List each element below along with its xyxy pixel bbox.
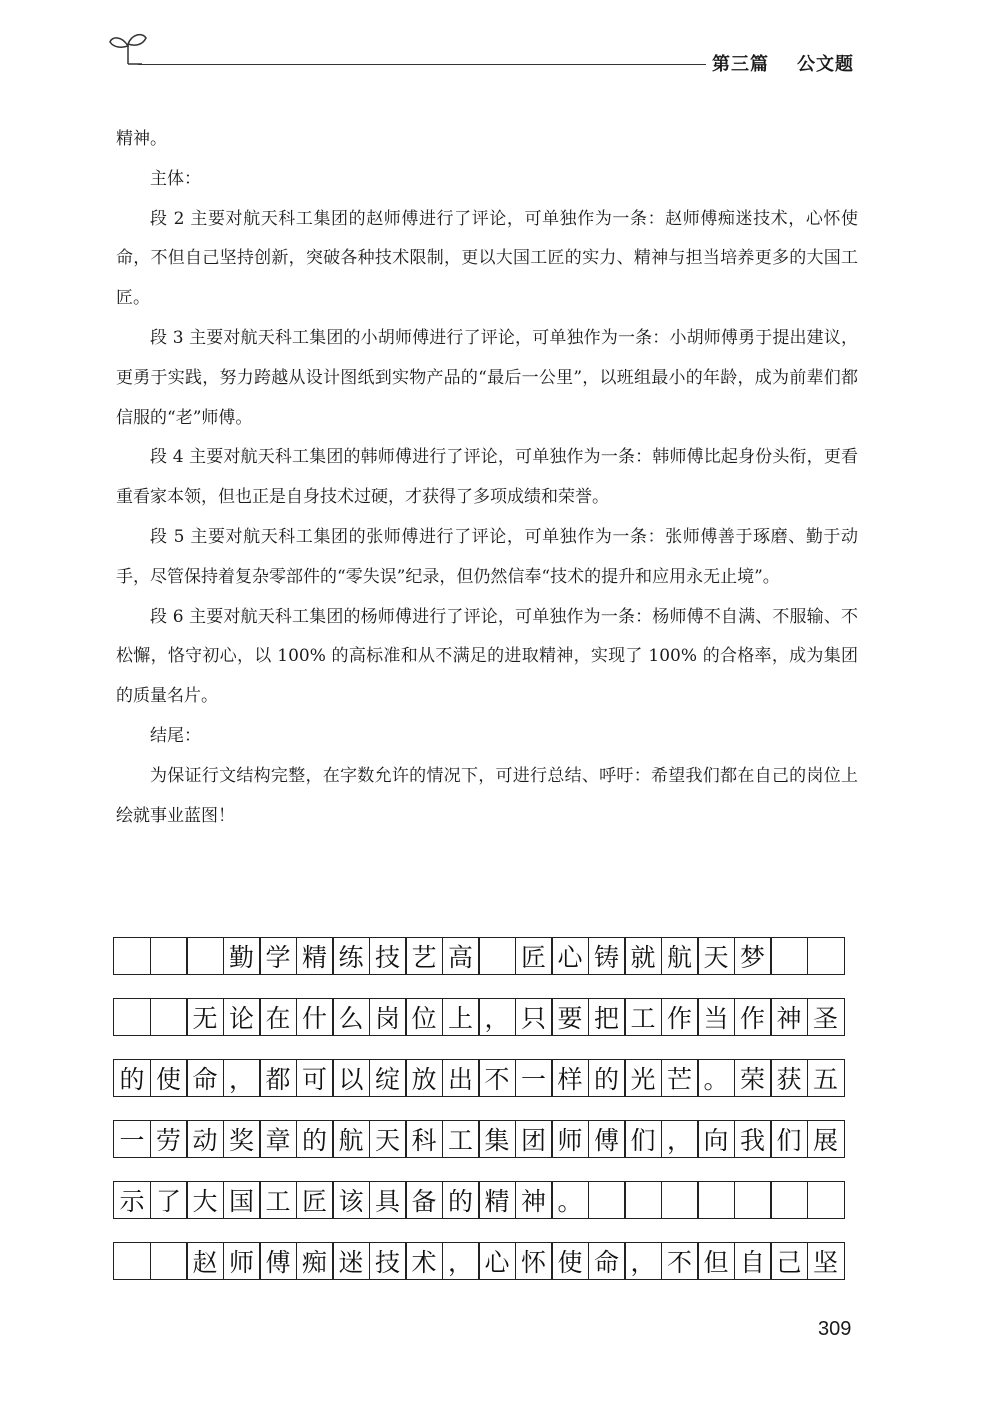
grid-cell: ， [624,1242,662,1280]
grid-cell: ， [442,1242,480,1280]
answer-grid [113,937,845,1303]
grid-cell: 放 [405,1059,443,1097]
grid-cell [807,1181,845,1219]
section-label: 第三篇 [712,54,769,75]
grid-cell: 把 [588,998,626,1036]
grid-cell: 岗 [369,998,407,1036]
grid-cell: 论 [223,998,261,1036]
grid-cell: 铸 [588,937,626,975]
grid-cell: 获 [770,1059,808,1097]
grid-cell: 我 [734,1120,772,1158]
grid-cell: 们 [770,1120,808,1158]
grid-cell [113,1242,151,1280]
grid-cell: ， [478,998,516,1036]
grid-cell: 上 [442,998,480,1036]
grid-cell: 不 [478,1059,516,1097]
grid-cell: 师 [223,1242,261,1280]
grid-cell [186,937,224,975]
grid-cell: 工 [442,1120,480,1158]
grid-cell: 动 [186,1120,224,1158]
grid-row [113,1059,845,1097]
grid-cell: 的 [588,1059,626,1097]
grid-row [113,1242,845,1280]
grid-cell: 梦 [734,937,772,975]
grid-cell: 天 [369,1120,407,1158]
grid-cell: 命 [186,1059,224,1097]
grid-cell: 国 [223,1181,261,1219]
grid-cell: 就 [624,937,662,975]
grid-cell: 大 [186,1181,224,1219]
grid-cell: 要 [551,998,589,1036]
grid-cell: 光 [624,1059,662,1097]
grid-cell: 样 [551,1059,589,1097]
grid-cell [770,937,808,975]
grid-cell: 什 [296,998,334,1036]
grid-cell: 精 [478,1181,516,1219]
grid-cell [624,1181,662,1219]
paragraph: 为保证行文结构完整，在字数允许的情况下，可进行总结、呼吁：希望我们都在自己的岗位上绘就事业蓝图！ [116,765,858,826]
paragraph: 段 4 主要对航天科工集团的韩师傅进行了评论，可单独作为一条：韩师傅比起身份头衔，更看重看家本领，但也正是自身技术过硬，才获得了多项成绩和荣誉。 [116,447,858,508]
grid-cell: 只 [515,998,553,1036]
grid-cell: 艺 [405,937,443,975]
grid-cell: 一 [113,1120,151,1158]
grid-cell: 学 [259,937,297,975]
header-title [712,50,854,76]
grid-cell: 不 [661,1242,699,1280]
grid-cell: 高 [442,937,480,975]
grid-cell: 该 [332,1181,370,1219]
grid-cell: 出 [442,1059,480,1097]
grid-cell [807,937,845,975]
grid-cell: 圣 [807,998,845,1036]
grid-cell: 心 [551,937,589,975]
grid-cell: 荣 [734,1059,772,1097]
grid-cell: 勤 [223,937,261,975]
grid-cell [734,1181,772,1219]
paragraph: 结尾： [150,725,201,746]
grid-cell: 痴 [296,1242,334,1280]
grid-cell: 科 [405,1120,443,1158]
grid-cell: 怀 [515,1242,553,1280]
grid-cell [113,937,151,975]
grid-cell [150,998,188,1036]
grid-cell: 匠 [515,937,553,975]
grid-cell: 向 [697,1120,735,1158]
grid-cell: 迷 [332,1242,370,1280]
paragraph: 段 2 主要对航天科工集团的赵师傅进行了评论，可单独作为一条：赵师傅痴迷技术，心怀使命，不但自己坚持创新，突破各种技术限制，更以大国工匠的实力、精神与担当培养更多的大国工匠。 [116,208,858,309]
grid-cell: 使 [150,1059,188,1097]
grid-cell: ， [223,1059,261,1097]
grid-cell: 五 [807,1059,845,1097]
paragraph: 段 3 主要对航天科工集团的小胡师傅进行了评论，可单独作为一条：小胡师傅勇于提出建议，更勇于实践，努力跨越从设计图纸到实物产品的“最后一公里”，以班组最小的年龄，成为前辈们都信服的“老”师傅。 [116,327,858,428]
grid-cell [697,1181,735,1219]
grid-row [113,1120,845,1158]
grid-cell: 展 [807,1120,845,1158]
grid-cell: 的 [442,1181,480,1219]
chapter-label: 公文题 [797,54,854,75]
grid-cell: 都 [259,1059,297,1097]
grid-row [113,998,845,1036]
grid-cell: 自 [734,1242,772,1280]
grid-cell: 。 [551,1181,589,1219]
grid-cell: 无 [186,998,224,1036]
grid-cell: 团 [515,1120,553,1158]
grid-cell: 在 [259,998,297,1036]
grid-cell: 作 [734,998,772,1036]
grid-cell: 己 [770,1242,808,1280]
grid-cell: 。 [697,1059,735,1097]
grid-cell: 赵 [186,1242,224,1280]
grid-cell [150,937,188,975]
grid-cell [113,998,151,1036]
grid-row [113,1181,845,1219]
grid-cell: 但 [697,1242,735,1280]
grid-cell: 师 [551,1120,589,1158]
grid-cell: 示 [113,1181,151,1219]
grid-cell: 术 [405,1242,443,1280]
paragraph: 段 5 主要对航天科工集团的张师傅进行了评论，可单独作为一条：张师傅善于琢磨、勤于动手，尽管保持着复杂零部件的“零失误”纪录，但仍然信奉“技术的提升和应用永无止境”。 [116,526,858,587]
grid-cell: 芒 [661,1059,699,1097]
body-text [116,120,858,836]
grid-cell: 可 [296,1059,334,1097]
grid-cell: 集 [478,1120,516,1158]
grid-cell: 备 [405,1181,443,1219]
header-rule [138,64,706,65]
grid-cell: 的 [113,1059,151,1097]
grid-cell: 心 [478,1242,516,1280]
grid-cell: 了 [150,1181,188,1219]
grid-cell: 工 [624,998,662,1036]
grid-cell: 作 [661,998,699,1036]
grid-cell: 的 [296,1120,334,1158]
grid-cell: 神 [770,998,808,1036]
grid-cell: 位 [405,998,443,1036]
grid-cell: ， [661,1120,699,1158]
grid-cell: 精 [296,937,334,975]
grid-cell [478,937,516,975]
grid-cell: 技 [369,1242,407,1280]
paragraph: 主体： [150,168,201,189]
sprout-icon [108,30,148,66]
grid-cell [661,1181,699,1219]
grid-cell: 劳 [150,1120,188,1158]
grid-cell: 技 [369,937,407,975]
grid-row [113,937,845,975]
grid-cell: 神 [515,1181,553,1219]
paragraph: 精神。 [116,129,167,149]
grid-cell [770,1181,808,1219]
grid-cell: 么 [332,998,370,1036]
paragraph: 段 6 主要对航天科工集团的杨师傅进行了评论，可单独作为一条：杨师傅不自满、不服输、不松懈，恪守初心，以 100% 的高标准和从不满足的进取精神，实现了 100% 的合格率，成为集团的质量名片。 [116,606,858,707]
grid-cell: 使 [551,1242,589,1280]
grid-cell [150,1242,188,1280]
grid-cell: 们 [624,1120,662,1158]
grid-cell: 命 [588,1242,626,1280]
grid-cell: 坚 [807,1242,845,1280]
grid-cell: 奖 [223,1120,261,1158]
grid-cell: 傅 [588,1120,626,1158]
grid-cell [588,1181,626,1219]
grid-cell: 当 [697,998,735,1036]
grid-cell: 航 [661,937,699,975]
grid-cell: 章 [259,1120,297,1158]
page-number: 309 [818,1318,852,1340]
grid-cell: 匠 [296,1181,334,1219]
grid-cell: 一 [515,1059,553,1097]
grid-cell: 傅 [259,1242,297,1280]
grid-cell: 以 [332,1059,370,1097]
grid-cell: 工 [259,1181,297,1219]
grid-cell: 练 [332,937,370,975]
grid-cell: 天 [697,937,735,975]
grid-cell: 绽 [369,1059,407,1097]
grid-cell: 航 [332,1120,370,1158]
page-header [108,30,858,75]
grid-cell: 具 [369,1181,407,1219]
